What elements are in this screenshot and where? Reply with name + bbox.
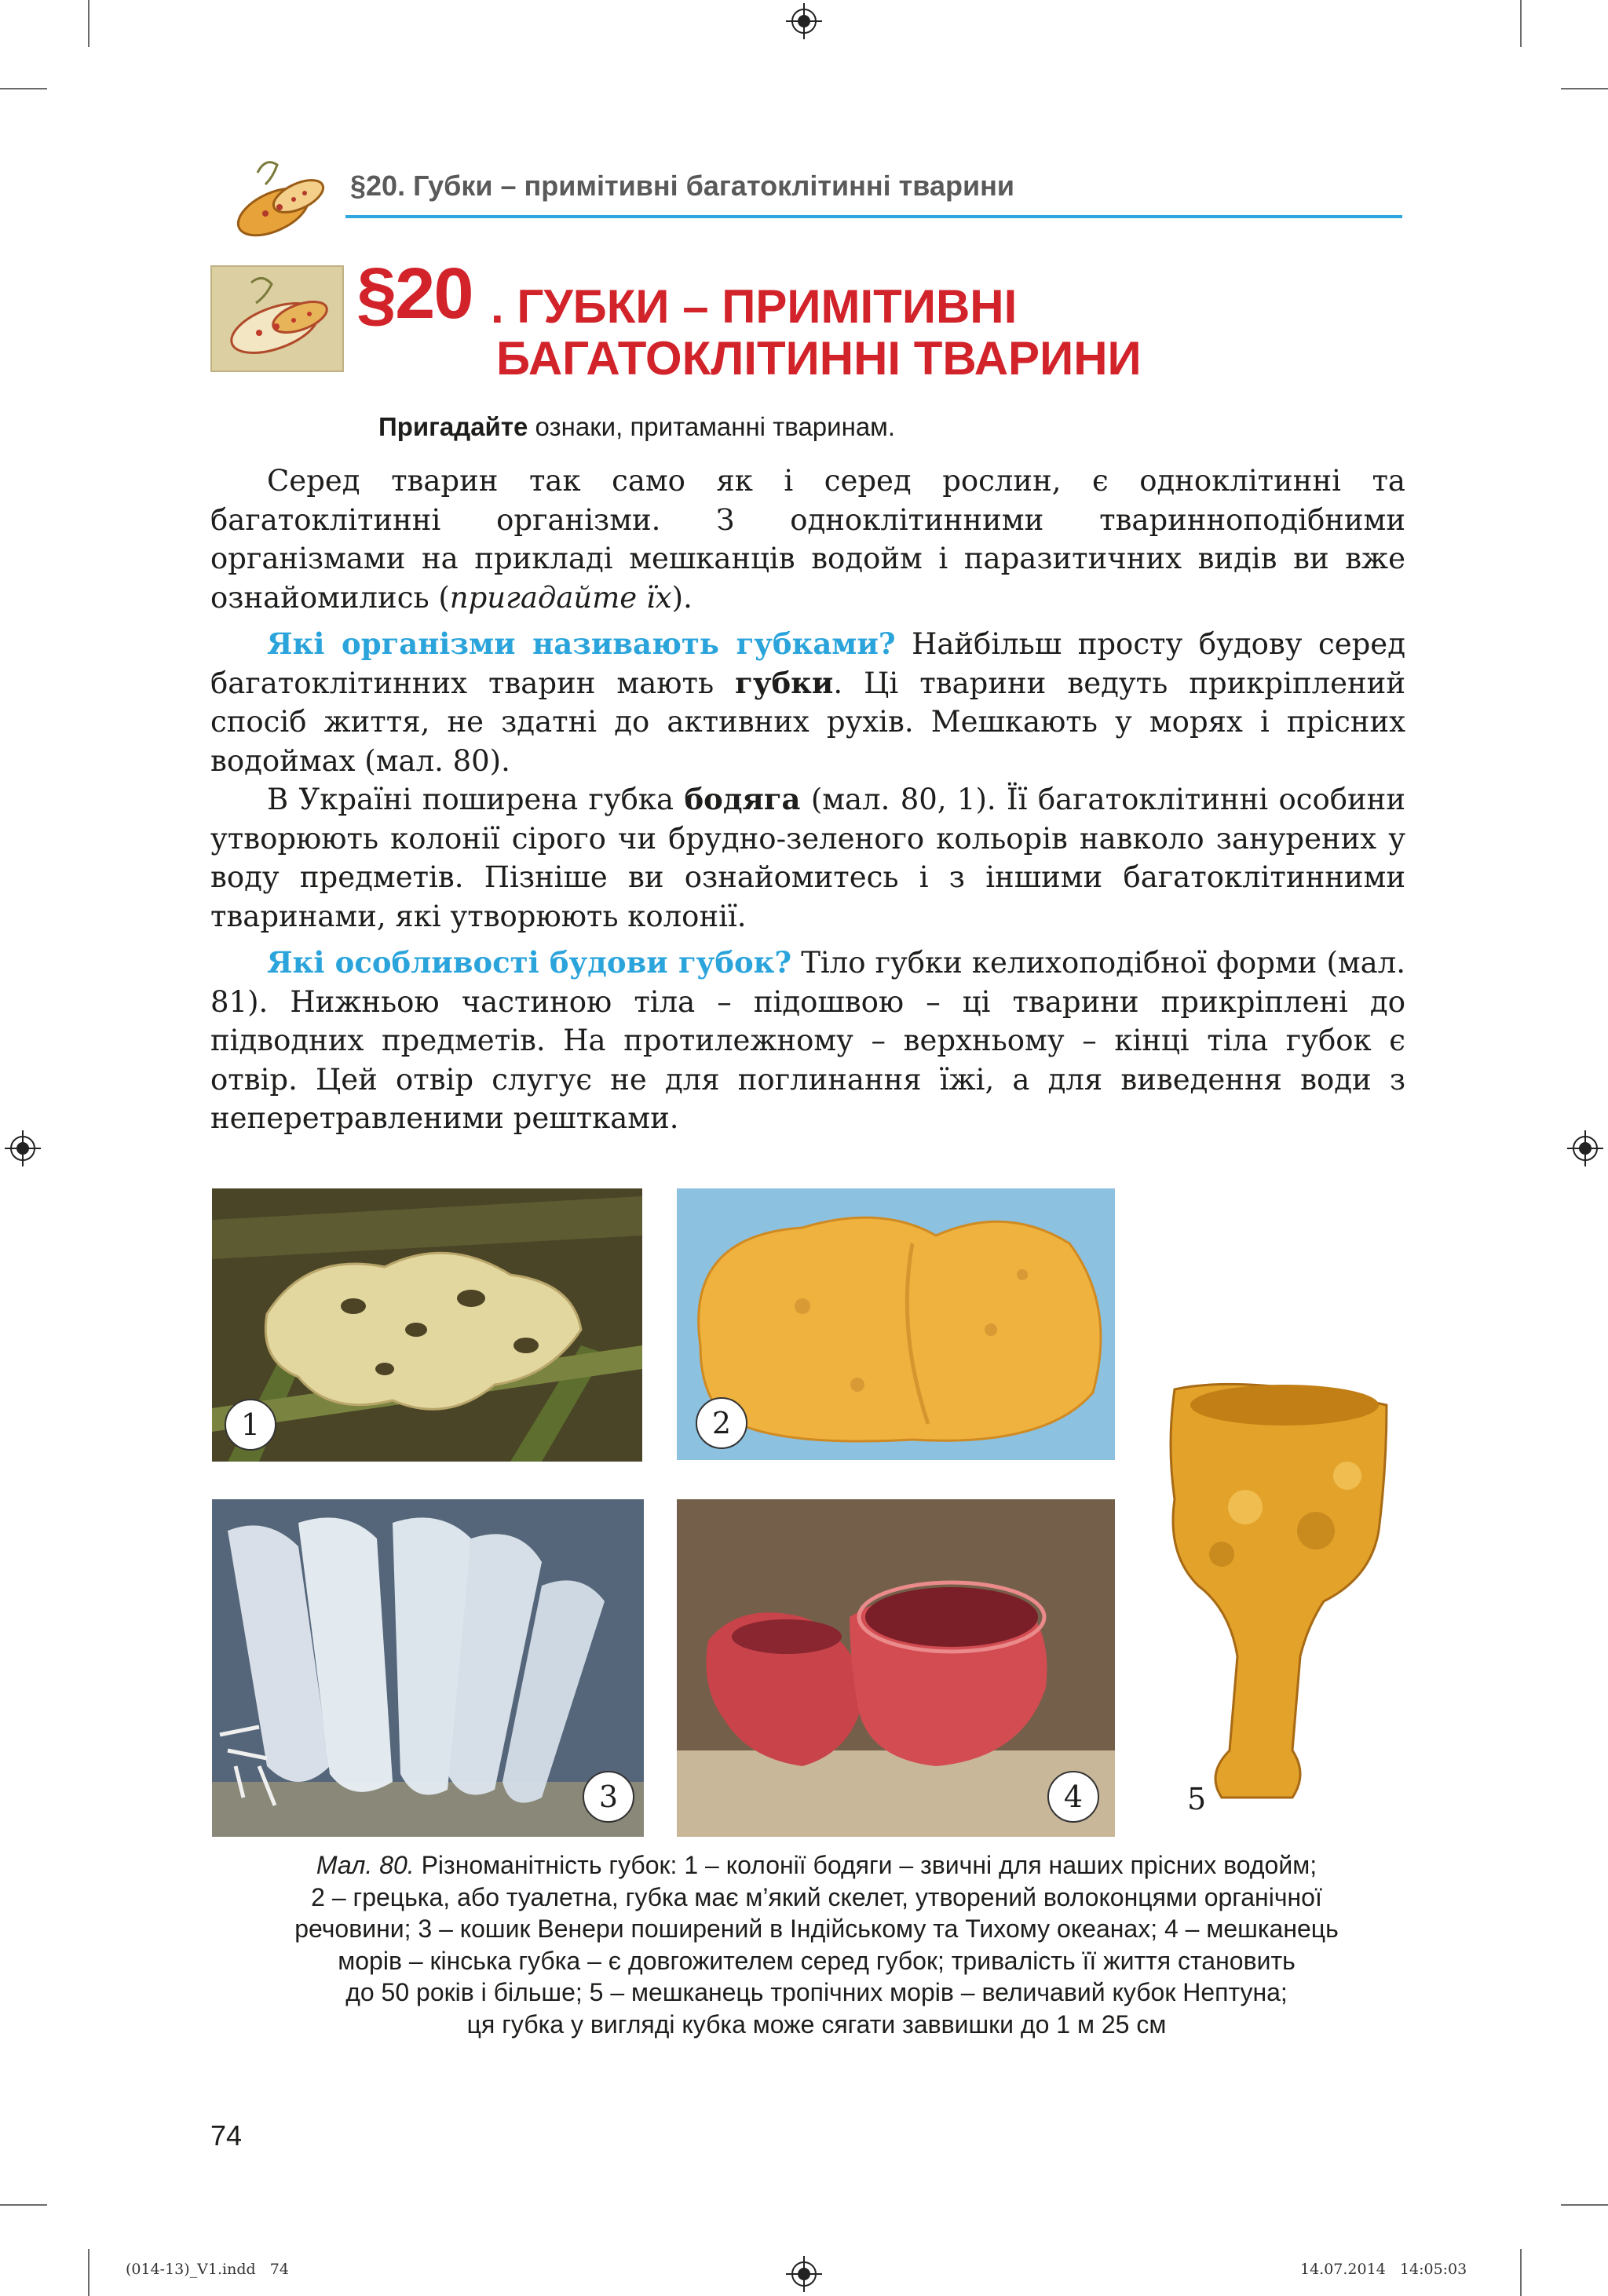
page-title-line-2: БАГАТОКЛІТИННІ ТВАРИНИ — [496, 332, 1142, 385]
text-run: Тіло губки келихоподібної форми (мал. 81). Нижньою частиною тіла – підошвою – ці тварини прикріплені до підводних предметів. На протилежному – верхньому – кінці тіла губок є отвір. Цей отвір слугує не для поглинання їжі, а для виведення води з неперетравленими рештками. — [210, 946, 1405, 1135]
figure-caption — [236, 1849, 1398, 2040]
header-rule — [345, 215, 1402, 218]
figure-5-neptune-cup — [1151, 1374, 1402, 1829]
recall-text: ознаки, притаманні тваринам. — [528, 412, 896, 441]
caption-text: Різноманітність губок: 1 – колонії бодяги – звичні для наших прісних водойм; — [414, 1851, 1317, 1879]
paragraph — [210, 462, 1405, 617]
caption-line — [236, 1849, 1398, 1882]
figure-number-badge: 1 — [225, 1399, 276, 1451]
figure-3-image — [212, 1499, 644, 1837]
print-slug-date: 14.07.2014 14:05:03 — [1300, 2261, 1467, 2278]
caption-line: ця губка у вигляді кубка може сягати заввишки до 1 м 25 см — [466, 2009, 1167, 2039]
sponge-illustration-icon — [212, 267, 342, 370]
figure-number-label: 5 — [1187, 1782, 1207, 1816]
caption-line: до 50 років і більше; 5 – мешканець тропічних морів – величавий кубок Нептуна; — [345, 1978, 1288, 2006]
caption-line: речовини; 3 – кошик Венери поширений в Індійському та Тихому океанах; 4 – мешканець — [294, 1915, 1339, 1943]
italic-run: пригадайте їх — [449, 580, 672, 615]
figure-2-bath-sponge — [677, 1188, 1115, 1460]
figure-number-badge: 4 — [1047, 1771, 1099, 1823]
caption-line: 2 – грецька, або туалетна, губка має м’який скелет, утворений волоконцями органічної — [311, 1882, 1322, 1911]
section-number: §20 — [356, 254, 473, 334]
bold-run: бодяга — [684, 782, 801, 816]
crop-mark — [1561, 2204, 1608, 2206]
crop-mark — [0, 2204, 47, 2206]
running-header: §20. Губки – примітивні багатоклітинні тварини — [350, 170, 1014, 202]
print-slug-file: (014-13)_V1.indd 74 — [126, 2261, 289, 2278]
section-question: Які організми називають губками? — [267, 626, 896, 661]
page-title-line-1: . ГУБКИ – ПРИМІТИВНІ — [491, 280, 1018, 333]
bold-run: губки — [735, 665, 834, 700]
text-run: . Ці тварини ведуть прикріплений спосіб життя, не здатні до активних рухів. Мешкають у морях і прісних водоймах (мал. 80). — [210, 666, 1405, 778]
text-run: Найбільш просту будову серед багатоклітинних тварин мають — [210, 627, 1405, 700]
figure-5-image — [1151, 1374, 1402, 1829]
figure-1-bodyaga — [212, 1188, 642, 1462]
recall-bold: Пригадайте — [378, 412, 528, 441]
text-run: Серед тварин так само як і серед рослин, є одноклітинні та багатоклітинні організми. З одноклітинними тваринноподібними організмами на прикладі мешканців водойм і паразитичних видів ви вже ознайомились ( — [210, 464, 1405, 615]
crop-mark — [1520, 0, 1522, 47]
figure-number-badge: 3 — [583, 1771, 634, 1823]
registration-mark-icon — [1567, 1130, 1603, 1166]
crop-mark — [88, 2249, 90, 2296]
figure-1-image — [212, 1188, 642, 1462]
figure-4-horse-sponge — [677, 1499, 1115, 1837]
crop-mark — [0, 88, 47, 89]
sponge-illustration-icon — [226, 149, 336, 243]
text-run: (мал. 80, 1). Її багатоклітинні особини утворюють колонії сірого чи брудно-зеленого кольорів навколо занурених у воду предметів. Пізніше ви ознайомитесь і з іншими багатоклітинними тваринами, які утворюють колонії. — [210, 783, 1405, 933]
caption-line: морів – кінська губка – є довгожителем серед губок; тривалість її життя становить — [338, 1946, 1296, 1975]
section-question: Які особливості будови губок? — [267, 945, 792, 980]
paragraph — [210, 625, 1405, 780]
body-text — [210, 462, 1405, 1138]
title-illustration — [210, 265, 344, 372]
registration-mark-icon — [5, 1130, 41, 1166]
text-run: В Україні поширена губка — [267, 783, 685, 816]
registration-mark-icon — [786, 3, 822, 39]
page-number: 74 — [210, 2119, 243, 2152]
recall-prompt — [378, 412, 895, 442]
figure-3-venus-basket — [212, 1499, 644, 1837]
registration-mark-icon — [786, 2256, 822, 2292]
text-run: ). — [671, 580, 693, 615]
crop-mark — [88, 0, 90, 47]
crop-mark — [1520, 2249, 1522, 2296]
paragraph — [210, 944, 1405, 1138]
figure-number-badge: 2 — [696, 1397, 747, 1449]
paragraph — [210, 780, 1405, 936]
crop-mark — [1561, 88, 1608, 89]
caption-label: Мал. 80. — [316, 1851, 415, 1879]
